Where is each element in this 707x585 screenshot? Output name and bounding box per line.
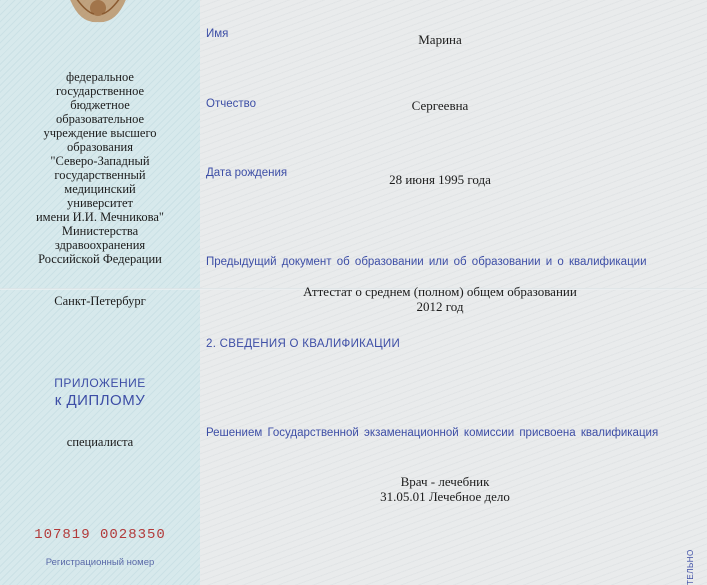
institution-line: "Северо-Западный xyxy=(50,154,150,168)
institution-line: университет xyxy=(67,196,133,210)
appendix-subtitle: к ДИПЛОМУ xyxy=(54,392,146,409)
institution-line: имени И.И. Мечникова" xyxy=(35,210,164,224)
institution-line: медицинский xyxy=(64,182,136,196)
left-panel xyxy=(0,0,201,585)
institution-line: образовательное xyxy=(55,112,145,126)
birth-date-label: Дата рождения xyxy=(206,167,288,179)
patronymic-label: Отчество xyxy=(206,98,256,110)
previous-document-value: Аттестат о среднем (полном) общем образовании xyxy=(303,284,577,299)
first-name-label: Имя xyxy=(206,28,229,40)
education-level: специалиста xyxy=(66,435,134,449)
serial-number: 107819 0028350 xyxy=(34,527,166,543)
qualification-decision-label: Решением Государственной экзаменационной комиссии присвоена квалификация xyxy=(206,427,659,439)
institution-line: учреждение высшего xyxy=(43,126,157,140)
patronymic-value: Сергеевна xyxy=(411,98,469,113)
institution-line: бюджетное xyxy=(70,98,130,112)
institution-line: федеральное xyxy=(66,70,134,84)
appendix-title: ПРИЛОЖЕНИЕ xyxy=(54,376,146,390)
institution-line: Российской Федерации xyxy=(38,252,162,266)
qualification-title: Врач - лечебник xyxy=(400,474,490,489)
previous-document-year: 2012 год xyxy=(416,299,464,314)
first-name-value: Марина xyxy=(418,32,462,47)
institution-line: государственный xyxy=(54,168,146,182)
edge-text: ТЕЛЬНО xyxy=(686,549,695,585)
qualification-section-heading: 2. СВЕДЕНИЯ О КВАЛИФИКАЦИИ xyxy=(206,338,401,350)
previous-document-label: Предыдущий документ об образовании или об образовании и о квалификации xyxy=(206,256,647,268)
city: Санкт-Петербург xyxy=(54,294,146,308)
coat-of-arms-emblem xyxy=(58,0,138,26)
institution-line: государственное xyxy=(55,84,145,98)
qualification-specialty: 31.05.01 Лечебное дело xyxy=(380,489,510,504)
institution-line: Министерства xyxy=(61,224,139,238)
institution-name xyxy=(20,70,180,266)
institution-line: здравоохранения xyxy=(54,238,146,252)
registration-number-label: Регистрационный номер xyxy=(45,557,155,568)
birth-date-value: 28 июня 1995 года xyxy=(389,172,491,187)
institution-line: образования xyxy=(67,140,133,154)
